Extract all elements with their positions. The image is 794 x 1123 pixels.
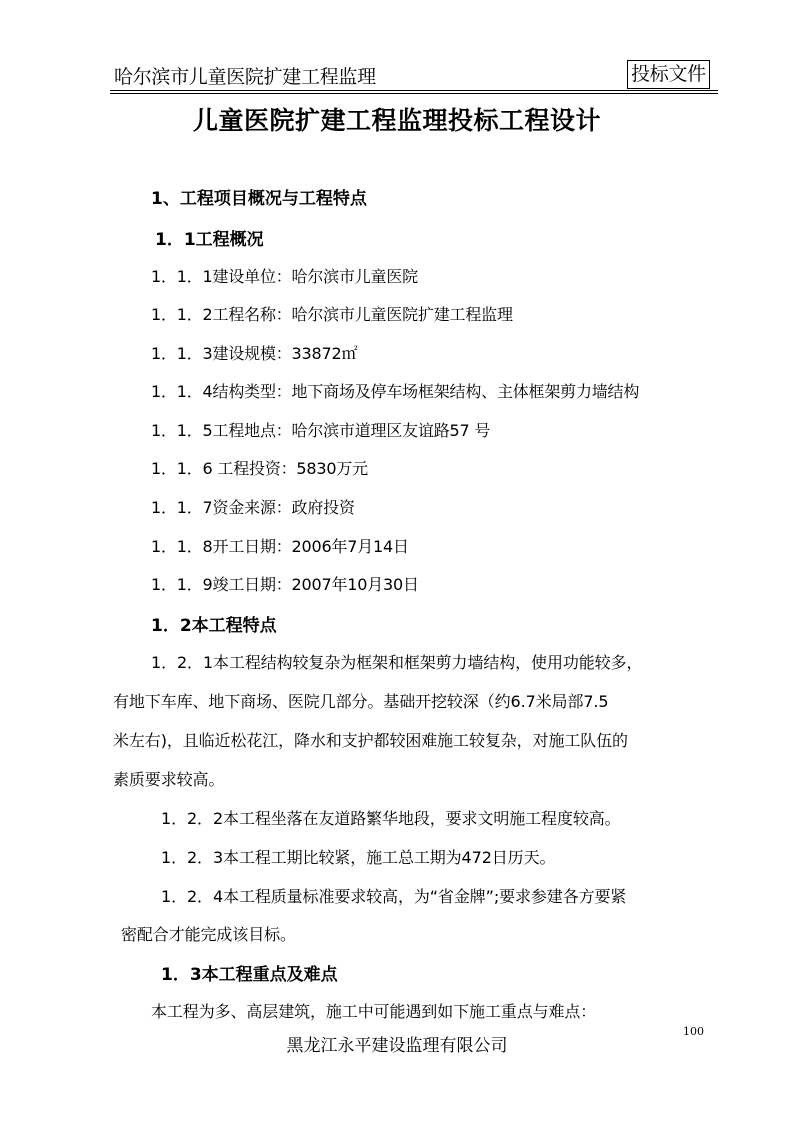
overview-item-funding: 1．1．7资金来源：政府投资 [151, 498, 355, 517]
header-doc-type-box: 投标文件 [627, 60, 710, 89]
overview-item-project-name: 1．1．2工程名称：哈尔滨市儿童医院扩建工程监理 [151, 305, 513, 324]
overview-item-scale: 1．1．3建设规模：33872㎡ [151, 344, 358, 363]
header-project-name: 哈尔滨市儿童医院扩建工程监理 [114, 66, 376, 88]
section-1-heading: 1、工程项目概况与工程特点 [151, 189, 367, 209]
document-title: 儿童医院扩建工程监理投标工程设计 [192, 106, 601, 135]
feature-1-line: 1．2．1本工程结构较复杂为框架和框架剪力墙结构，使用功能较多， [151, 653, 643, 672]
overview-item-investment: 1．1．6 工程投资：5830万元 [151, 459, 368, 478]
overview-heading: 1．1工程概况 [155, 230, 264, 250]
feature-4-line: 1．2．4本工程质量标准要求较高，为“省金牌”;要求参建各方要紧 [161, 887, 627, 906]
overview-item-location: 1．1．5工程地点：哈尔滨市道理区友谊路57 号 [151, 421, 491, 440]
feature-4-line: 密配合才能完成该目标。 [121, 925, 296, 944]
overview-item-structure: 1．1．4结构类型：地下商场及停车场框架结构、主体框架剪力墙结构 [151, 382, 640, 401]
feature-3: 1．2．3本工程工期比较紧，施工总工期为472日历天。 [161, 848, 556, 867]
key-points-intro: 本工程为多、高层建筑，施工中可能遇到如下施工重点与难点： [151, 1002, 597, 1021]
overview-item-end-date: 1．1．9竣工日期：2007年10月30日 [151, 575, 419, 594]
header-divider [110, 90, 718, 94]
feature-2: 1．2．2本工程坐落在友道路繁华地段，要求文明施工程度较高。 [161, 809, 621, 828]
feature-1-line: 素质要求较高。 [113, 770, 225, 789]
overview-item-start-date: 1．1．8开工日期：2006年7月14日 [151, 537, 409, 556]
key-points-heading: 1．3本工程重点及难点 [161, 965, 338, 985]
feature-1-line: 有地下车库、地下商场、医院几部分。基础开挖较深（约6.7米局部7.5 [113, 692, 609, 711]
feature-1-line: 米左右)，且临近松花江，降水和支护都较困难施工较复杂，对施工队伍的 [113, 731, 628, 750]
overview-item-builder: 1．1．1建设单位：哈尔滨市儿童医院 [151, 267, 418, 286]
footer-company: 黑龙江永平建设监理有限公司 [286, 1036, 508, 1056]
features-heading: 1．2本工程特点 [151, 616, 277, 636]
page-number: 100 [683, 1025, 704, 1038]
